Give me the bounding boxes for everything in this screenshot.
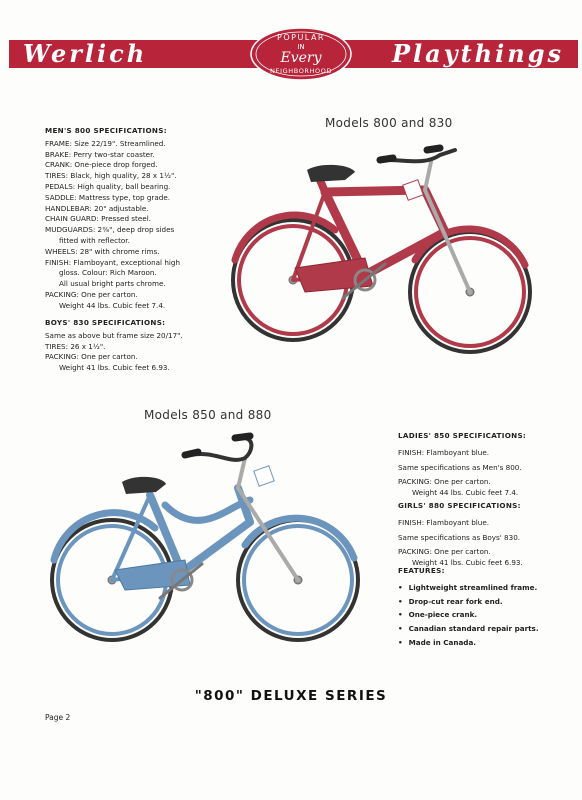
- girls-880-specifications: [398, 501, 523, 569]
- boys-830-specifications: [45, 318, 183, 374]
- spec-line: PACKING: One per carton.: [398, 477, 491, 487]
- ladies-spec-heading: LADIES' 850 SPECIFICATIONS:: [398, 431, 527, 440]
- spec-line: Weight 41 lbs. Cubic feet 6.93.: [412, 558, 523, 568]
- mens-spec-heading: MEN'S 800 SPECIFICATIONS:: [45, 126, 167, 135]
- spec-line: CHAIN GUARD: Pressed steel.: [45, 214, 151, 224]
- spec-line: CRANK: One-piece drop forged.: [45, 160, 158, 170]
- spec-line: gloss. Colour: Rich Maroon.: [59, 268, 157, 278]
- spec-line: PACKING: One per carton.: [398, 547, 491, 557]
- spec-line: Weight 41 lbs. Cubic feet 6.93.: [59, 363, 170, 373]
- models-800-830-heading: Models 800 and 830: [325, 116, 453, 130]
- spec-line: TIRES: 26 x 1½".: [45, 341, 106, 351]
- feature-item: • One-piece crank.: [398, 610, 539, 621]
- feature-item: • Canadian standard repair parts.: [398, 624, 539, 635]
- spec-line: Same as above but frame size 20/17".: [45, 330, 183, 340]
- seal-line-1: POPULAR: [277, 33, 325, 42]
- seal-line-2: IN: [297, 43, 305, 51]
- spec-line: FINISH: Flamboyant, exceptional high: [45, 257, 181, 267]
- spec-line: Same specifications as Men's 800.: [398, 462, 522, 472]
- spec-line: SADDLE: Mattress type, top grade.: [45, 192, 171, 202]
- mens-bicycle-illustration: [225, 140, 545, 370]
- spec-line: BRAKE: Perry two-star coaster.: [45, 149, 155, 159]
- spec-line: Weight 44 lbs. Cubic feet 7.4.: [59, 300, 166, 310]
- features-list: [398, 566, 539, 652]
- spec-line: fitted with reflector.: [59, 235, 130, 245]
- spec-line: WHEELS: 28" with chrome rims.: [45, 246, 160, 256]
- feature-item: • Made in Canada.: [398, 638, 539, 649]
- ladies-850-specifications: [398, 431, 526, 499]
- spec-line: FINISH: Flamboyant blue.: [398, 447, 490, 457]
- spec-line: All usual bright parts chrome.: [59, 279, 166, 289]
- seal-line-4: NEIGHBORHOOD: [269, 67, 333, 75]
- seal-line-3: Every: [280, 50, 322, 66]
- feature-item: • Lightweight streamlined frame.: [398, 583, 539, 594]
- spec-line: PACKING: One per carton.: [45, 289, 138, 299]
- spec-line: FINISH: Flamboyant blue.: [398, 517, 490, 527]
- models-850-880-heading: Models 850 and 880: [144, 408, 272, 422]
- spec-line: PEDALS: High quality, ball bearing.: [45, 181, 171, 191]
- ladies-bicycle-illustration: [40, 430, 370, 655]
- girls-spec-heading: GIRLS' 880 SPECIFICATIONS:: [398, 501, 521, 510]
- page-number: Page 2: [45, 713, 71, 722]
- spec-line: Same specifications as Boys' 830.: [398, 532, 521, 542]
- spec-line: PACKING: One per carton.: [45, 352, 138, 362]
- brand-name-left: Werlich: [23, 39, 148, 68]
- spec-line: HANDLEBAR: 20" adjustable.: [45, 203, 149, 213]
- popular-seal-logo: [250, 27, 352, 81]
- mens-800-specifications: [45, 126, 180, 312]
- spec-line: MUDGUARDS: 2⅜", deep drop sides: [45, 225, 175, 235]
- brand-name-right: Playthings: [391, 39, 564, 68]
- feature-item: • Drop-cut rear fork end.: [398, 597, 539, 608]
- boys-spec-heading: BOYS' 830 SPECIFICATIONS:: [45, 318, 166, 327]
- spec-line: FRAME: Size 22/19". Streamlined.: [45, 138, 166, 148]
- features-heading: FEATURES:: [398, 566, 445, 575]
- series-title: "800" DELUXE SERIES: [194, 688, 388, 704]
- spec-line: Weight 44 lbs. Cubic feet 7.4.: [412, 488, 519, 498]
- spec-line: TIRES: Black, high quality, 28 x 1½".: [45, 171, 177, 181]
